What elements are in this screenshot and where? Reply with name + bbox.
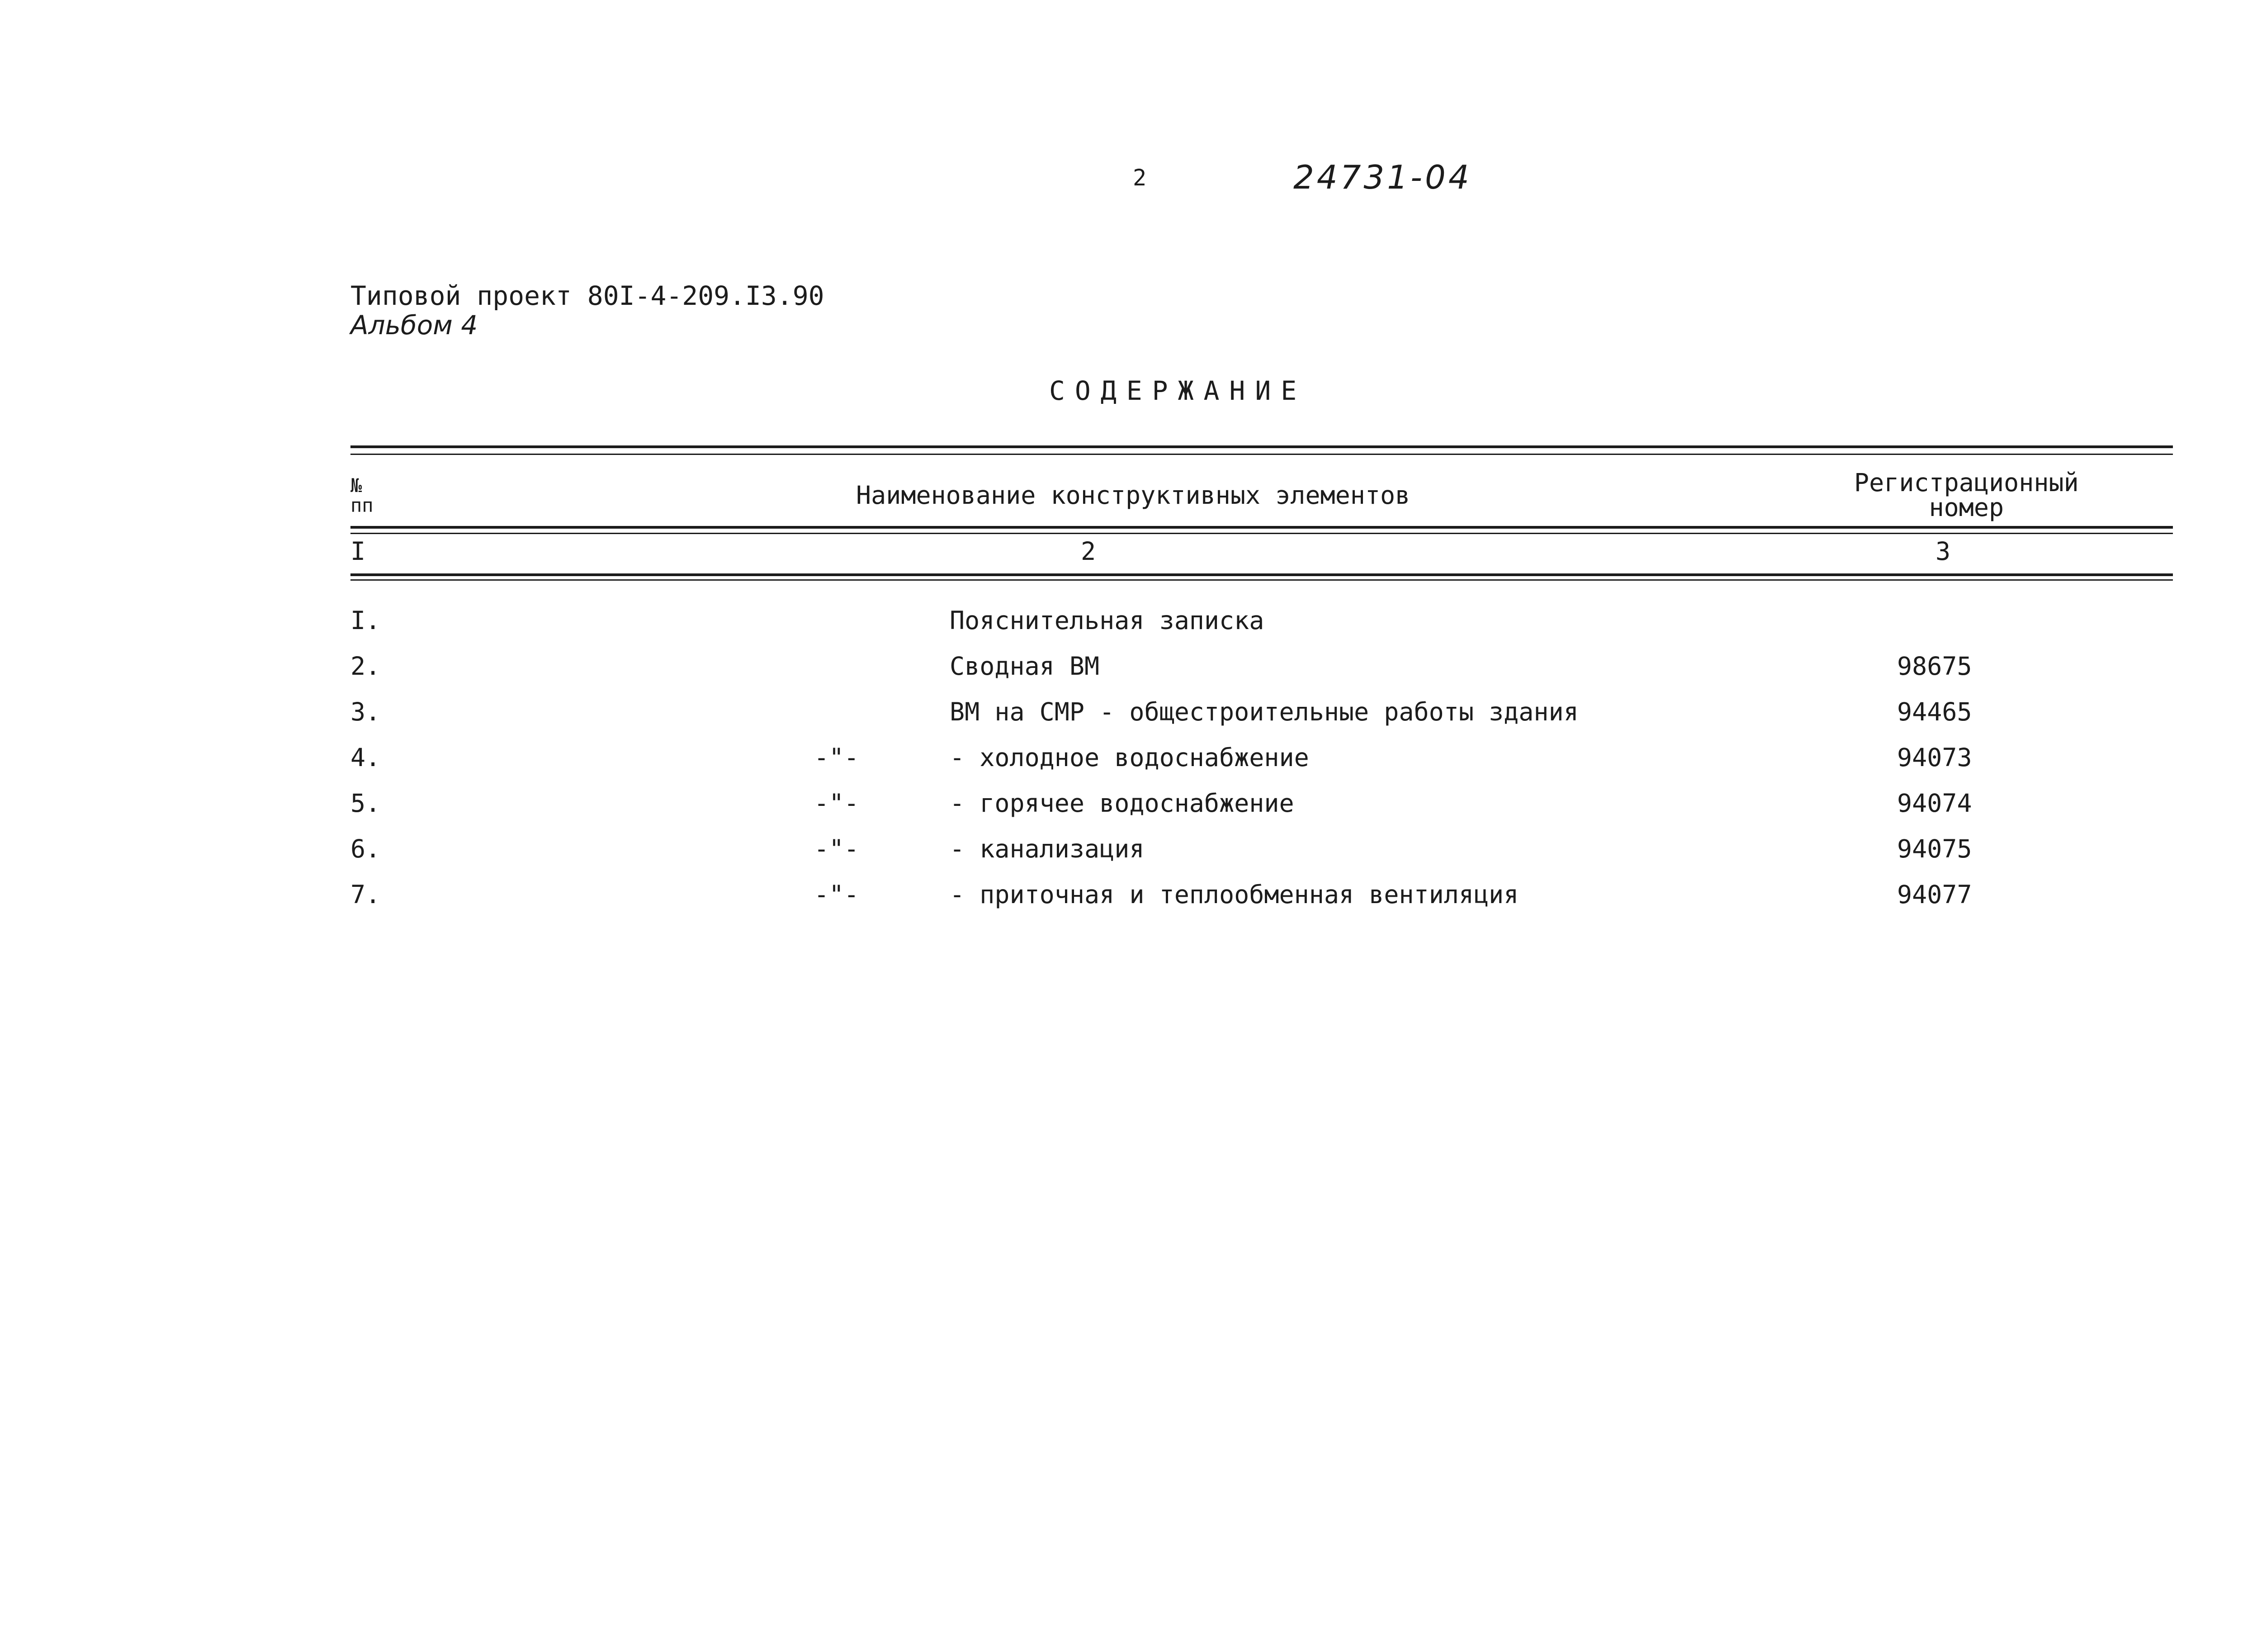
row-number: 7. <box>350 880 381 909</box>
header-bottom-rule <box>350 526 2173 529</box>
row-name-text: ВМ на СМР - общестроительные работы здания <box>950 697 1579 726</box>
page-number: 2 <box>1133 165 1147 191</box>
page-title: СОДЕРЖАНИЕ <box>1049 375 1307 406</box>
row-ditto: -"- <box>814 789 859 818</box>
header-registration-line1: Регистрационный <box>1854 468 2079 497</box>
row-reg-number: 94073 <box>1897 743 1972 772</box>
row-name <box>814 697 1579 726</box>
row-number: 4. <box>350 743 381 772</box>
header-number-pp: пп <box>350 494 374 517</box>
row-number: 5. <box>350 789 381 818</box>
table-row <box>0 608 2243 654</box>
document-code: 24731-04 <box>1293 158 1472 196</box>
row-name-text: - горячее водоснабжение <box>950 789 1294 818</box>
row-reg-number: 94074 <box>1897 789 1972 818</box>
table-row <box>0 882 2243 928</box>
row-name-text: - канализация <box>950 834 1145 863</box>
row-name <box>814 834 1145 863</box>
row-name <box>814 745 1309 770</box>
row-name-text: - холодное водоснабжение <box>950 743 1309 772</box>
header-number-symbol: № <box>350 474 362 497</box>
row-reg-number: 98675 <box>1897 652 1972 681</box>
column-numbers-rule <box>350 573 2173 576</box>
header-bottom-rule-thin <box>350 533 2173 534</box>
row-ditto: -"- <box>814 880 859 909</box>
column-number-2: 2 <box>1081 537 1096 566</box>
header-name: Наименование конструктивных элементов <box>856 481 1410 510</box>
column-number-1: I <box>350 537 366 566</box>
table-row <box>0 834 2243 882</box>
row-name <box>814 791 1294 816</box>
row-ditto: -"- <box>814 743 859 772</box>
row-name-text: Сводная ВМ <box>950 652 1100 681</box>
row-reg-number: 94077 <box>1897 880 1972 909</box>
table-row <box>0 697 2243 745</box>
header-number <box>350 476 374 516</box>
row-number: 2. <box>350 652 381 681</box>
table-row <box>0 745 2243 791</box>
row-name <box>814 654 1099 679</box>
row-name <box>814 882 1519 907</box>
header-registration <box>1854 470 2079 520</box>
row-ditto: -"- <box>814 834 859 863</box>
row-name-text: Пояснительная записка <box>950 606 1264 635</box>
row-reg-number: 94075 <box>1897 834 1972 863</box>
column-numbers-rule-thin <box>350 579 2173 581</box>
album-label: Альбом 4 <box>350 310 478 341</box>
row-name-text: - приточная и теплообменная вентиляция <box>950 880 1519 909</box>
row-reg-number: 94465 <box>1897 697 1972 726</box>
row-number: I. <box>350 606 381 635</box>
row-number: 6. <box>350 834 381 863</box>
project-designation: Типовой проект 80I-4-209.I3.90 <box>350 280 824 311</box>
contents-list <box>0 608 2243 928</box>
row-name <box>814 608 1264 633</box>
table-top-rule <box>350 445 2173 448</box>
row-number: 3. <box>350 697 381 726</box>
header-registration-line2: номер <box>1929 493 2004 522</box>
table-row <box>0 654 2243 700</box>
table-row <box>0 791 2243 837</box>
column-number-3: 3 <box>1935 537 1951 566</box>
table-top-rule-thin <box>350 454 2173 455</box>
